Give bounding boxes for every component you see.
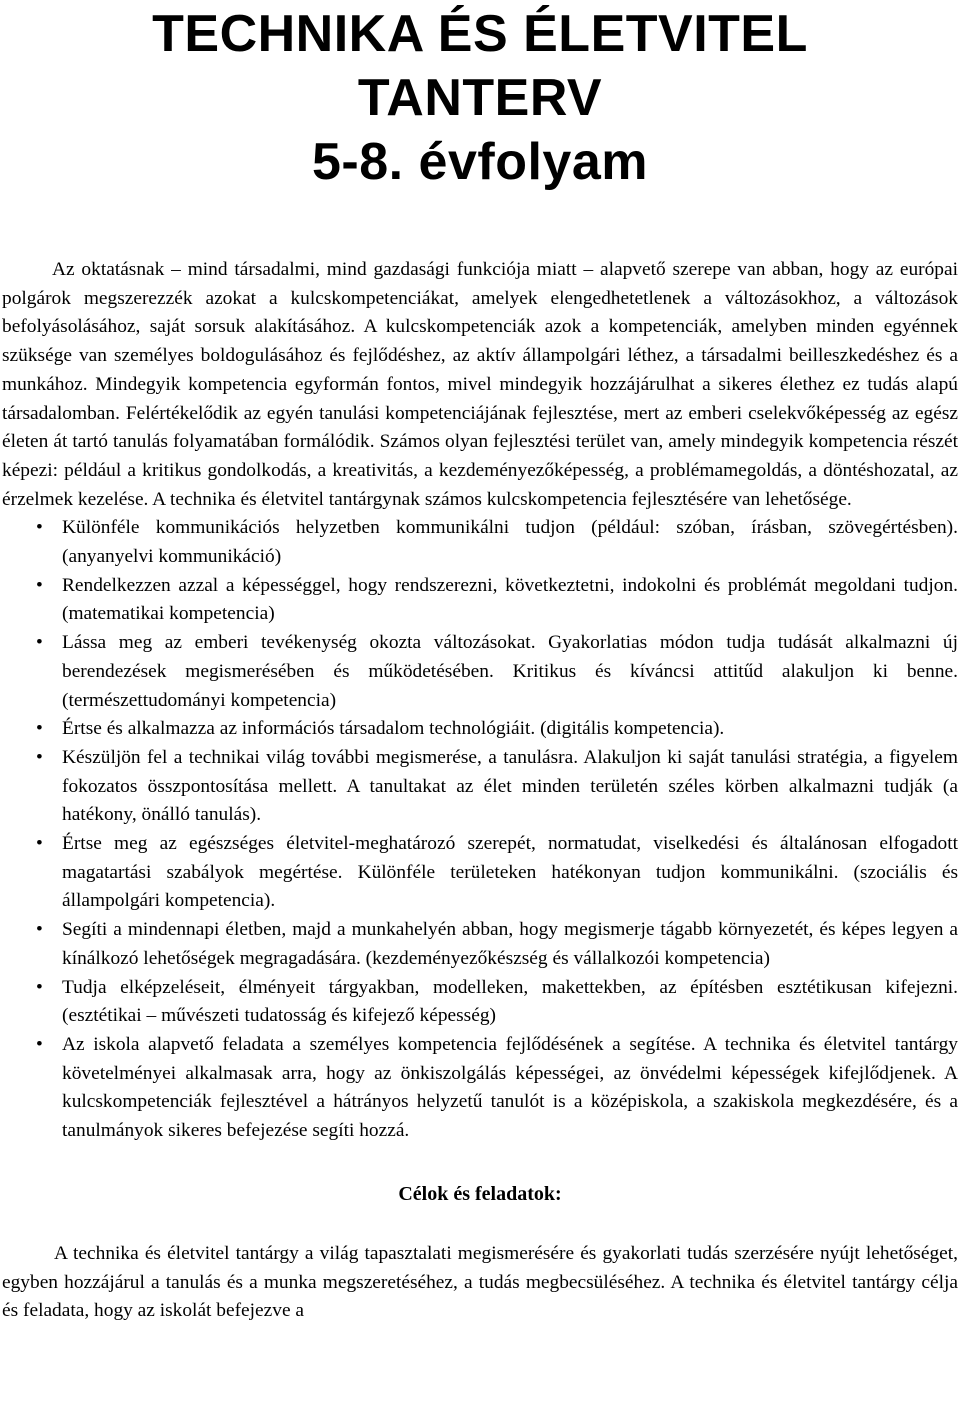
bullet-icon: •	[36, 919, 43, 941]
list-item-text: Rendelkezzen azzal a képességgel, hogy rendszerezni, következtetni, indokolni és problémát megoldani tudjon. (matematikai kompetencia)	[62, 574, 958, 625]
bullet-icon: •	[36, 746, 43, 768]
list-item-text: Készüljön fel a technikai világ további megismerése, a tanulásra. Alakuljon ki saját tanulási stratégia, a figyelem fokozatos összpontosítása mellett. A tanultakat az élet minden területén széles körben alkalmazni tudják (a hatékony, önálló tanulás).	[62, 746, 958, 826]
list-item	[2, 916, 958, 973]
competency-list	[2, 514, 958, 1145]
bullet-icon: •	[36, 718, 43, 740]
list-item	[2, 744, 958, 830]
list-item-text: Értse meg az egészséges életvitel-meghatározó szerepét, normatudat, viselkedési és általánosan elfogadott magatartási szabályok megértése. Különféle területeken hatékonyan tudjon kommunikálni. (szociális és állampolgári kompetencia).	[62, 833, 958, 912]
section-heading: Célok és feladatok:	[398, 1182, 562, 1205]
list-item	[2, 974, 958, 1031]
list-item	[2, 1031, 958, 1146]
title-line-1: TECHNIKA ÉS ÉLETVITEL	[152, 5, 808, 63]
bullet-icon: •	[36, 574, 43, 596]
document-title	[2, 0, 958, 194]
title-line-3: 5-8. évfolyam	[312, 133, 648, 191]
list-item-text: Tudja elképzeléseit, élményeit tárgyakban, modelleken, makettekben, az építésben esztétikusan kifejezni. (esztétikai – művészeti tudatosság és kifejező képesség)	[62, 976, 958, 1027]
bullet-icon: •	[36, 833, 43, 855]
bullet-icon: •	[36, 632, 43, 654]
list-item	[2, 514, 958, 571]
list-item	[2, 572, 958, 629]
bullet-icon: •	[36, 976, 43, 998]
list-item-text: Segíti a mindennapi életben, majd a munkahelyén abban, hogy megismerje tágabb környezetét, és képes legyen a kínálkozó lehetőségek megragadására. (kezdeményezőkészség és vállalkozói kompetencia)	[62, 919, 958, 969]
list-item	[2, 629, 958, 715]
bullet-icon: •	[36, 1033, 43, 1055]
list-item-text: Értse és alkalmazza az információs társadalom technológiáit. (digitális kompetencia).	[62, 718, 725, 740]
document-body	[2, 256, 958, 1326]
list-item	[2, 715, 958, 744]
bullet-icon: •	[36, 517, 43, 539]
goals-paragraph: A technika és életvitel tantárgy a világ tapasztalati megismerésére és gyakorlati tudás szerzésére nyújt lehetőséget, egyben hozzájárul a tanulás és a munka megszeretéséhez, a tudás megbecsüléséhez. A technika és életvitel tantárgy célja és feladata, hogy az iskolát befejezve a	[2, 1242, 958, 1322]
title-line-2: TANTERV	[357, 69, 603, 127]
list-item-text: Az iskola alapvető feladata a személyes kompetencia fejlődésének a segítése. A technika és életvitel tantárgy követelményei alkalmasak arra, hogy az önkiszolgálás képességei, az önvédelmi képességek kifejlődjenek. A kulcskompetenciák fejlesztével a hátrányos helyzetű tanulót is a középiskola, a szakiskola megkezdésére, és a tanulmányok sikeres befejezése segíti hozzá.	[62, 1033, 958, 1142]
intro-paragraph: Az oktatásnak – mind társadalmi, mind gazdasági funkciója miatt – alapvető szerepe van abban, hogy az európai polgárok megszerezzék azokat a kulcskompetenciákat, amelyek elengedhetetlenek a változásokhoz, a változások befolyásolásához, saját sorsuk alakításához. A kulcskompetenciák azok a kompetenciák, amelyben minden egyénnek szüksége van személyes boldogulásához és fejlődéshez, az aktív állampolgári léthez, a társadalmi beilleszkedéshez és a munkához. Mindegyik kompetencia egyformán fontos, mivel mindegyik hozzájárulhat a sikeres élethez ez tudás alapú társadalomban. Felértékelődik az egyén tanulási kompetenciájának fejlesztése, mert az emberi cselekvőképesség az egész életen át tartó tanulás folyamatában formálódik. Számos olyan fejlesztési terület van, amely mindegyik kompetencia részét képezi: például a kritikus gondolkodás, a kreativitás, a kezdeményezőképesség, a problémamegoldás, a döntéshozatal, az érzelmek kezelése. A technika és életvitel tantárgynak számos kulcskompetencia fejlesztésére van lehetősége.	[2, 259, 958, 510]
list-item-text: Különféle kommunikációs helyzetben kommunikálni tudjon (például: szóban, írásban, szövegértésben). (anyanyelvi kommunikáció)	[62, 517, 958, 568]
list-item	[2, 830, 958, 916]
list-item-text: Lássa meg az emberi tevékenység okozta változásokat. Gyakorlatias módon tudja tudását alkalmazni új berendezések megismerésében és működetésében. Kritikus és kíváncsi attitűd alakuljon ki benne. (természettudományi kompetencia)	[62, 632, 958, 711]
